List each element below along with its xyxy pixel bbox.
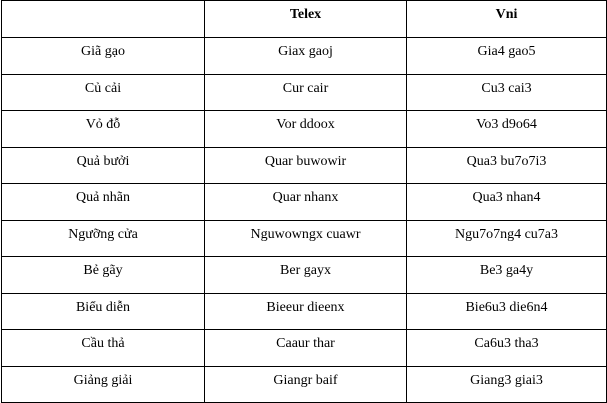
word-cell: Củ cải — [2, 74, 205, 111]
header-word — [2, 1, 205, 38]
telex-cell: Nguwowngx cuawr — [205, 220, 407, 257]
vni-cell: Ngu7o7ng4 cu7a3 — [407, 220, 607, 257]
word-cell: Quả bưởi — [2, 147, 205, 184]
vni-cell: Qua3 bu7o7i3 — [407, 147, 607, 184]
table-row — [2, 257, 607, 294]
vni-cell: Gia4 gao5 — [407, 38, 607, 75]
word-cell: Giã gạo — [2, 38, 205, 75]
header-vni: Vni — [407, 1, 607, 38]
vni-cell: Cu3 cai3 — [407, 74, 607, 111]
vni-cell: Qua3 nhan4 — [407, 184, 607, 221]
table-row — [2, 220, 607, 257]
word-cell: Giảng giải — [2, 366, 205, 403]
header-telex: Telex — [205, 1, 407, 38]
table-row — [2, 38, 607, 75]
word-cell: Cầu thả — [2, 330, 205, 367]
word-cell: Biểu diễn — [2, 293, 205, 330]
telex-cell: Giax gaoj — [205, 38, 407, 75]
vni-cell: Be3 ga4y — [407, 257, 607, 294]
table-row — [2, 366, 607, 403]
table-row — [2, 184, 607, 221]
telex-cell: Giangr baif — [205, 366, 407, 403]
telex-cell: Caaur thar — [205, 330, 407, 367]
table-row — [2, 111, 607, 148]
table-row — [2, 147, 607, 184]
typing-methods-table — [1, 0, 607, 403]
word-cell: Quả nhãn — [2, 184, 205, 221]
word-cell: Ngưỡng cửa — [2, 220, 205, 257]
table-row — [2, 293, 607, 330]
vni-cell: Ca6u3 tha3 — [407, 330, 607, 367]
table-row — [2, 74, 607, 111]
word-cell: Bẻ gãy — [2, 257, 205, 294]
header-row — [2, 1, 607, 38]
telex-cell: Ber gayx — [205, 257, 407, 294]
table-row — [2, 330, 607, 367]
vni-cell: Bie6u3 die6n4 — [407, 293, 607, 330]
telex-cell: Vor ddoox — [205, 111, 407, 148]
telex-cell: Cur cair — [205, 74, 407, 111]
vni-cell: Vo3 d9o64 — [407, 111, 607, 148]
telex-cell: Bieeur dieenx — [205, 293, 407, 330]
telex-cell: Quar buwowir — [205, 147, 407, 184]
vni-cell: Giang3 giai3 — [407, 366, 607, 403]
telex-cell: Quar nhanx — [205, 184, 407, 221]
word-cell: Vỏ đỗ — [2, 111, 205, 148]
